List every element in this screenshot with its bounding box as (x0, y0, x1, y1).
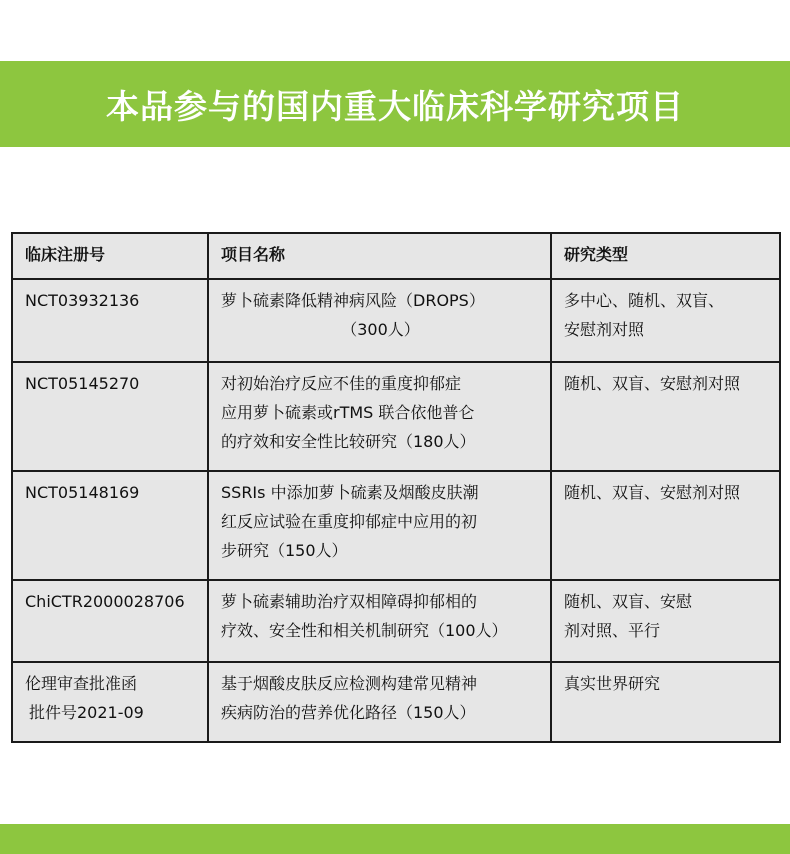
project-name-line: SSRIs 中添加萝卜硫素及烟酸皮肤潮 (221, 483, 479, 502)
project-name-line: 萝卜硫素辅助治疗双相障碍抑郁相的 (221, 592, 478, 611)
registration-number-cell (12, 580, 208, 662)
project-name-cell (208, 279, 551, 362)
table-row (12, 471, 780, 580)
header-study-type: 研究类型 (551, 233, 780, 279)
page-title: 本品参与的国内重大临床科学研究项目 (106, 86, 684, 126)
registration-number-cell (12, 471, 208, 580)
registration-number: 批件号2021-09 (29, 703, 144, 722)
project-name-cell (208, 471, 551, 580)
study-type-line: 多中心、随机、双盲、 (564, 291, 725, 310)
table-row (12, 362, 780, 471)
registration-number-cell (12, 279, 208, 362)
study-type-line: 真实世界研究 (564, 674, 661, 693)
project-name-line: 对初始治疗反应不佳的重度抑郁症 (221, 374, 462, 393)
registration-number-cell (12, 362, 208, 471)
footer-bar (0, 824, 790, 854)
registration-number: 伦理审查批准函 (25, 674, 138, 693)
project-name-line: 疗效、安全性和相关机制研究（100人） (221, 621, 508, 640)
table-header-row (12, 233, 780, 279)
project-name-line: 步研究（150人） (221, 541, 348, 560)
header-project-name: 项目名称 (208, 233, 551, 279)
registration-number: ChiCTR2000028706 (25, 592, 185, 611)
project-name-line: 的疗效和安全性比较研究（180人） (221, 432, 476, 451)
table-row (12, 662, 780, 742)
table-row (12, 279, 780, 362)
project-name-cell (208, 362, 551, 471)
project-name-line: 基于烟酸皮肤反应检测构建常见精神 (221, 674, 478, 693)
study-type-cell (551, 662, 780, 742)
study-type-cell (551, 471, 780, 580)
study-type-cell (551, 279, 780, 362)
project-name-cell (208, 662, 551, 742)
study-type-cell (551, 362, 780, 471)
study-type-cell (551, 580, 780, 662)
table-row (12, 580, 780, 662)
study-type-line: 随机、双盲、安慰剂对照 (564, 374, 741, 393)
header-registration-number: 临床注册号 (12, 233, 208, 279)
project-name-line: 萝卜硫素降低精神病风险（DROPS） (221, 291, 485, 310)
registration-number: NCT05145270 (25, 374, 140, 393)
registration-number: NCT05148169 (25, 483, 140, 502)
clinical-trials-table (11, 232, 781, 743)
project-name-line: （300人） (341, 320, 420, 339)
project-name-cell (208, 580, 551, 662)
registration-number: NCT03932136 (25, 291, 140, 310)
project-name-line: 疾病防治的营养优化路径（150人） (221, 703, 476, 722)
study-type-line: 随机、双盲、安慰 (564, 592, 693, 611)
study-type-line: 安慰剂对照 (564, 320, 645, 339)
study-type-line: 随机、双盲、安慰剂对照 (564, 483, 741, 502)
project-name-line: 应用萝卜硫素或rTMS 联合依他普仑 (221, 403, 475, 422)
study-type-line: 剂对照、平行 (564, 621, 661, 640)
project-name-line: 红反应试验在重度抑郁症中应用的初 (221, 512, 478, 531)
registration-number-cell (12, 662, 208, 742)
title-banner (0, 61, 790, 147)
